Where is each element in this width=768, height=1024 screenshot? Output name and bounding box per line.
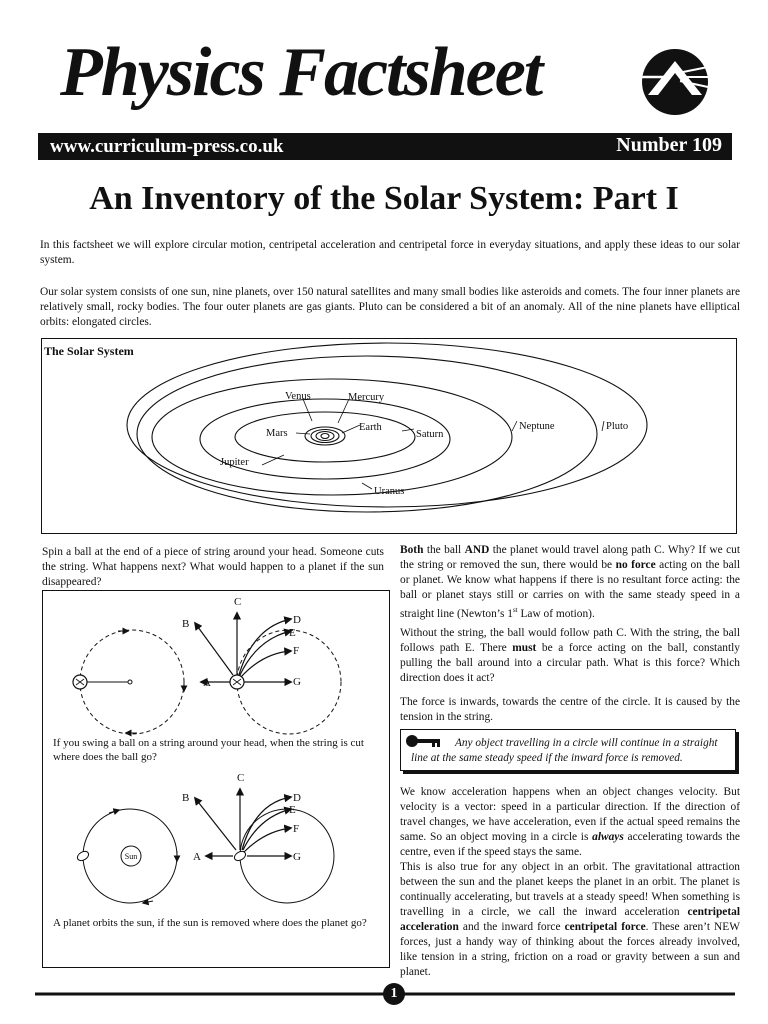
website-url: www.curriculum-press.co.uk	[50, 136, 284, 157]
explanation-paragraph-3: The force is inwards, towards the centre of the circle. It is caused by the tension in the string.	[400, 696, 740, 723]
key-point-box	[400, 729, 736, 771]
article-title: An Inventory of the Solar System: Part I	[89, 180, 679, 217]
label-f: F	[293, 823, 300, 835]
label-b: B	[182, 618, 190, 630]
label-venus: Venus	[285, 391, 311, 402]
label-jupiter: Jupiter	[220, 457, 249, 468]
sun-label: Sun	[124, 852, 138, 861]
label-neptune: Neptune	[519, 421, 555, 432]
key-point-text: Any object travelling in a circle will continue in a straight line at the same steady speed if the inward force is removed.	[411, 737, 718, 764]
label-mercury: Mercury	[348, 392, 385, 403]
label-a: A	[193, 851, 201, 863]
planet-icon	[76, 850, 90, 863]
solar-system-diagram	[41, 338, 737, 534]
label-a: A	[203, 677, 211, 689]
label-pluto: Pluto	[606, 421, 629, 432]
intro-paragraph-2: Our solar system consists of one sun, nine planets, over 150 natural satellites and many small bodies like asteroids and comets. The four inner planets are relatively small, rocky bodies. The four outer planets are gas giants. Pluto can be considered a bit of an anomaly. All of the nine planets have elliptical orbits: elongated circles.	[40, 286, 740, 328]
label-g: G	[293, 676, 301, 688]
solar-system-orbits	[42, 339, 736, 533]
label-mars: Mars	[266, 428, 288, 439]
masthead-title: Physics Factsheet	[60, 34, 542, 111]
explanation-paragraph-1: Both the ball AND the planet would travel along path C. Why? If we cut the string or removed the sun, there would be no force acting on the ball or planet. We know what happens if there is no resultant force acting: the ball or planet stays still or carries on with the same steady speed in a straight line (Newton’s 1st Law of motion).	[400, 544, 741, 620]
label-d: D	[293, 614, 301, 626]
label-e: E	[289, 627, 296, 639]
path-diagrams	[43, 591, 389, 967]
label-c: C	[234, 596, 242, 608]
explanation-paragraph-2: Without the string, the ball would follow path C. With the string, the ball follows path E. There must be a force acting on the ball, constantly pulling the ball around into a circular path. What is this force? Which direction does it act?	[400, 627, 740, 684]
solar-system-title: The Solar System	[44, 344, 134, 358]
path-diagrams-box	[42, 590, 390, 968]
caption-ball: If you swing a ball on a string around your head, when the string is cut where does the ball go?	[53, 737, 364, 763]
label-saturn: Saturn	[416, 429, 444, 440]
explanation-paragraph-4: We know acceleration happens when an object changes velocity. But velocity is a vector: speed in a particular direction. If the direction of travel changes, we have acceleration, even if the actual speed remains the same. So an object moving in a circle is always accelerating towards the centre, even if the speed stays the same.	[400, 786, 740, 858]
intro-paragraph-1: In this factsheet we will explore circular motion, centripetal acceleration and centripetal force in everyday situations, and apply these ideas to our solar system.	[40, 239, 740, 266]
label-f: F	[293, 645, 300, 657]
page-number: 1	[383, 983, 405, 1005]
label-earth: Earth	[359, 422, 382, 433]
label-c: C	[237, 772, 245, 784]
label-g: G	[293, 851, 301, 863]
publisher-logo-icon	[640, 47, 710, 117]
label-b: B	[182, 792, 190, 804]
label-e: E	[289, 804, 296, 816]
caption-planet: A planet orbits the sun, if the sun is removed where does the planet go?	[53, 917, 367, 929]
issue-number: Number 109	[616, 134, 722, 156]
label-d: D	[293, 792, 301, 804]
label-uranus: Uranus	[374, 486, 405, 497]
explanation-paragraph-5: This is also true for any object in an orbit. The gravitational attraction between the sun and the planet keeps the planet in an orbit. The planet is continually accelerating, but travels at a steady speed! When something is travelling in a circle, we call the inward acceleration centripetal acceleration and the inward force centripetal force. These aren’t NEW forces, just a handy way of thinking about the forces already involved, like tension in a string, friction on a road or gravity between a sun and planet.	[400, 861, 740, 978]
header-banner	[38, 133, 732, 160]
question-paragraph: Spin a ball at the end of a piece of string around your head. Someone cuts the string. What happens next? What would happen to a planet if the sun disappeared?	[42, 546, 384, 588]
